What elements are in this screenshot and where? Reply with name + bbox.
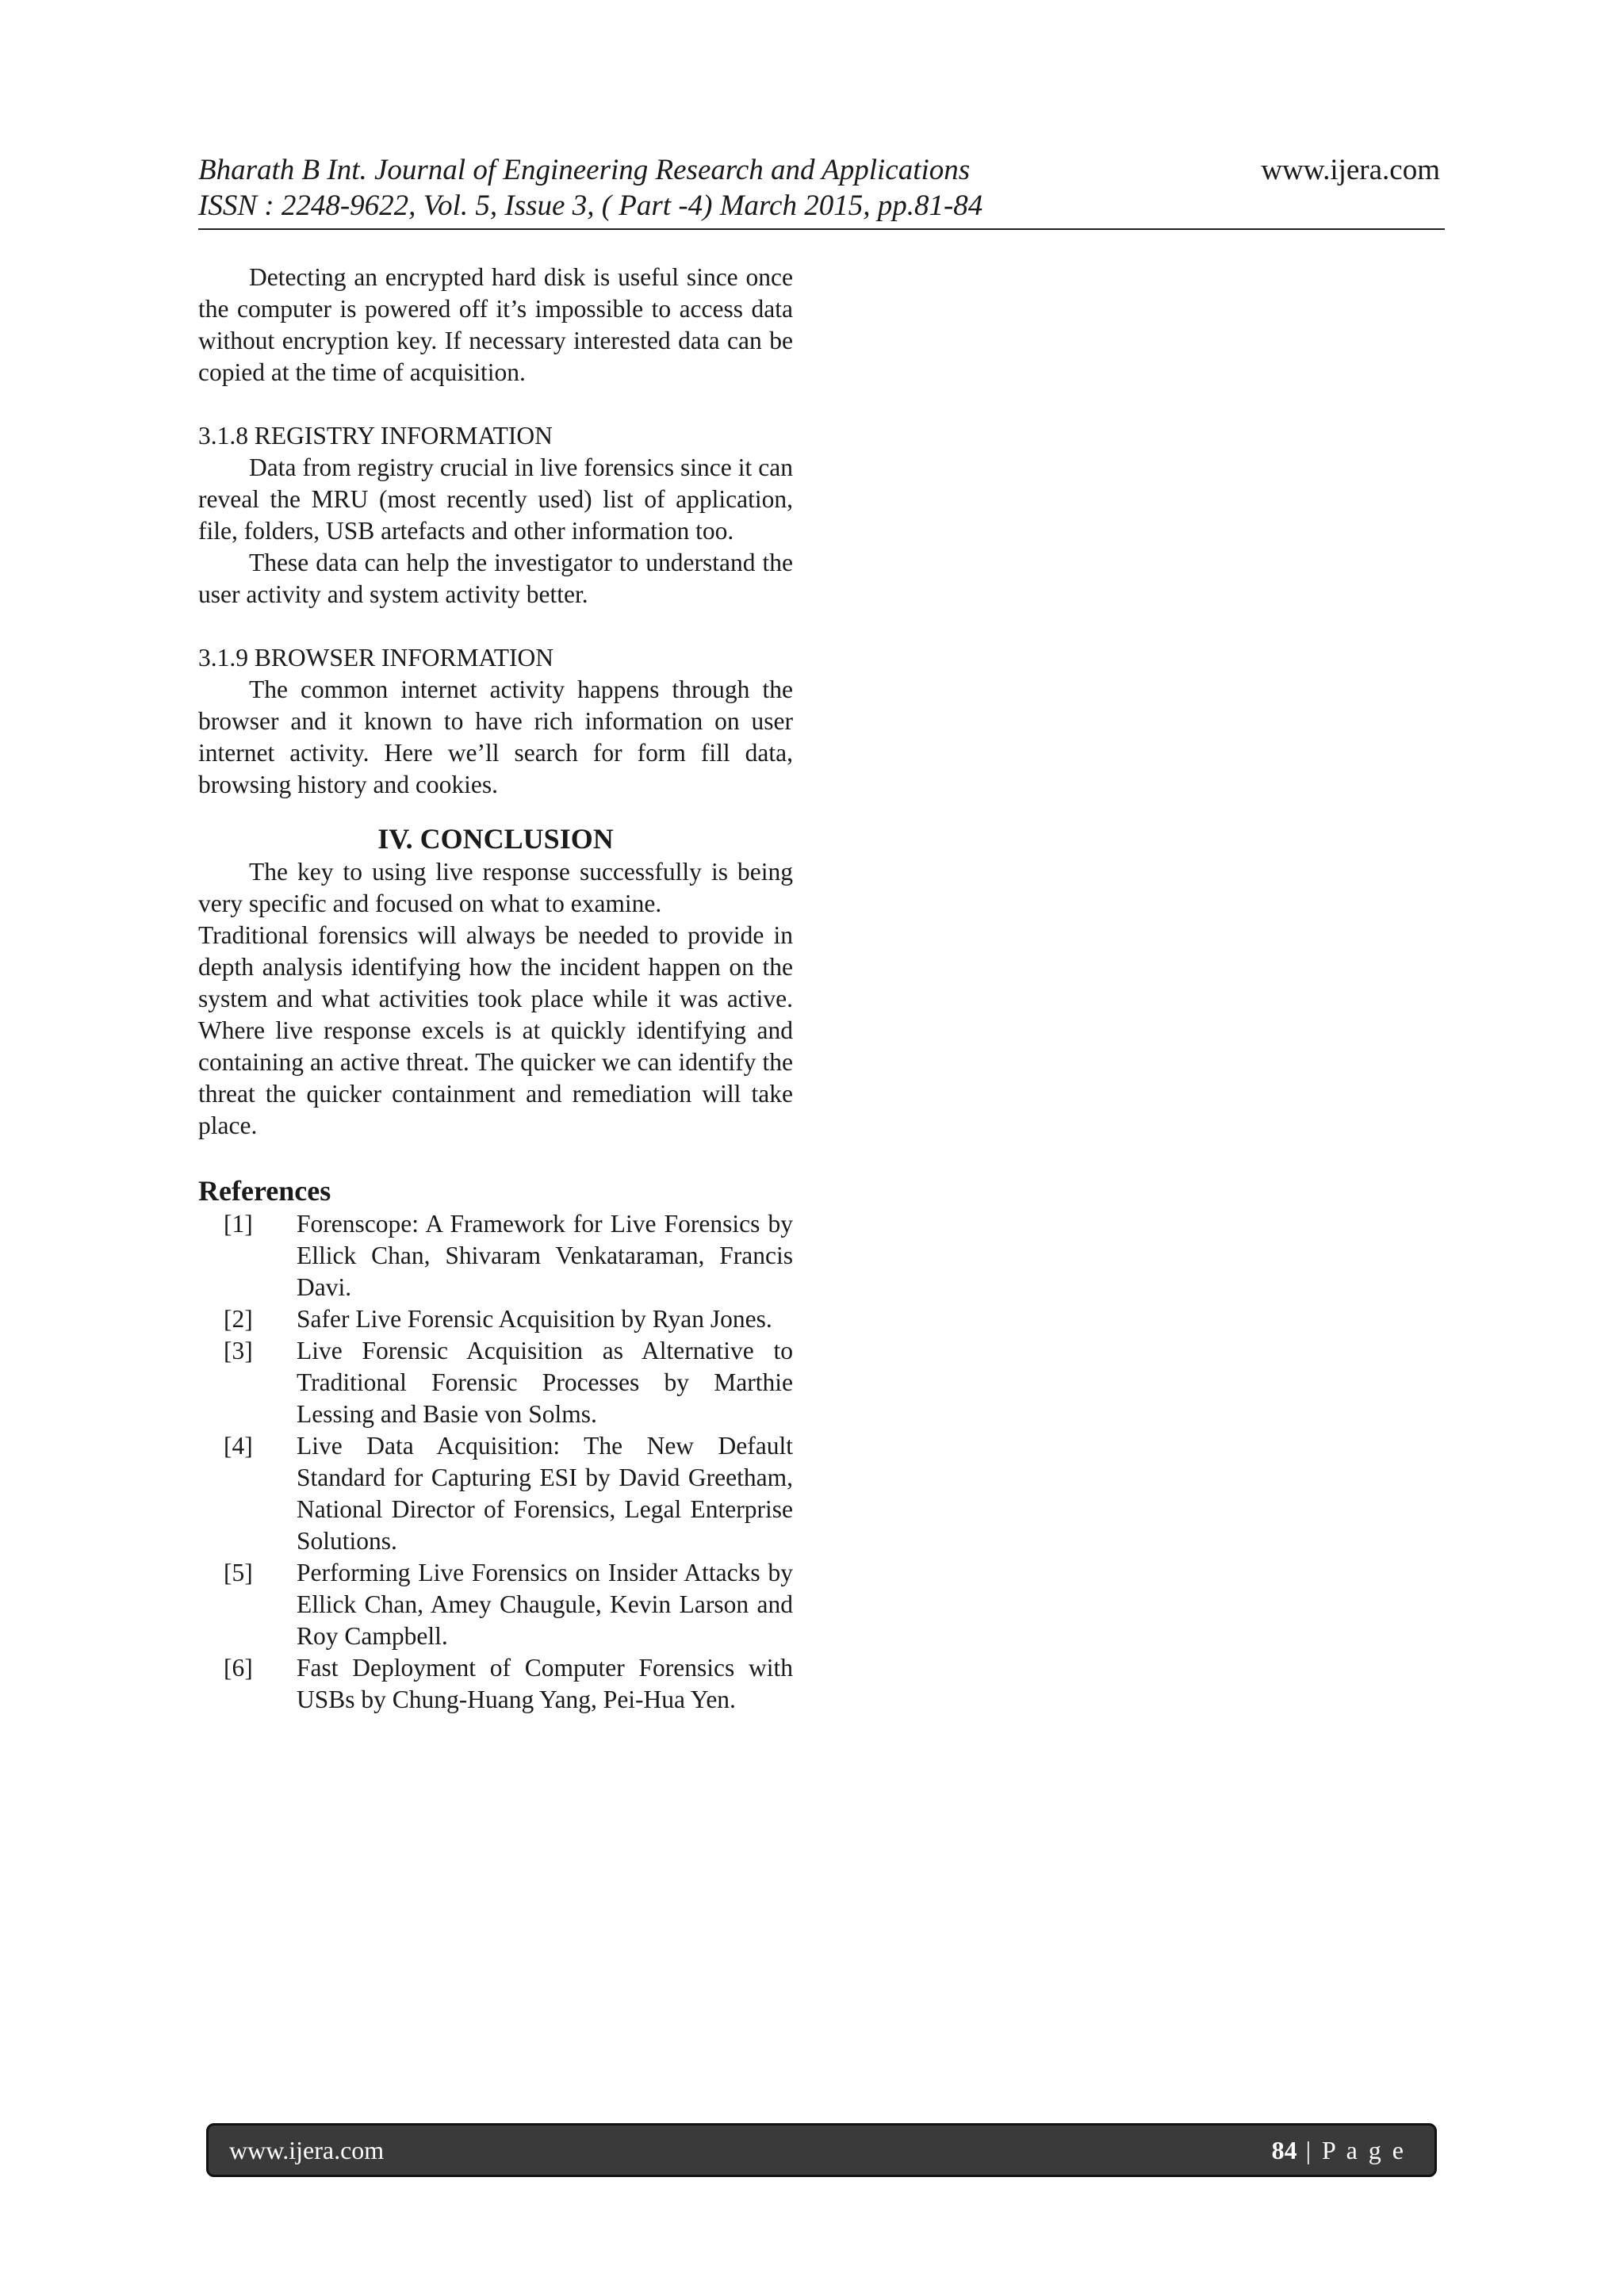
conclusion-paragraph-1: The key to using live response successfully is being very specific and focused on what to examine.	[198, 858, 793, 917]
reference-item	[198, 1652, 793, 1716]
registry-paragraph-1: Data from registry crucial in live forensics since it can reveal the MRU (most recently used) list of application, file, folders, USB artefacts and other information too.	[198, 453, 793, 545]
spacer	[198, 1142, 793, 1173]
issn-line: ISSN : 2248-9622, Vol. 5, Issue 3, ( Part -4) March 2015, pp.81-84	[198, 189, 983, 222]
reference-text: Performing Live Forensics on Insider Attacks by Ellick Chan, Amey Chaugule, Kevin Larson and Roy Campbell.	[297, 1559, 793, 1650]
page-label: | P a g e	[1305, 2136, 1406, 2164]
reference-number: [5]	[224, 1559, 253, 1586]
spacer	[198, 610, 793, 642]
reference-number: [1]	[224, 1210, 253, 1238]
references-title: References	[198, 1175, 331, 1207]
journal-title: Bharath B Int. Journal of Engineering Research and Applications	[198, 154, 971, 186]
reference-number: [6]	[224, 1654, 253, 1682]
footer-website-link[interactable]: www.ijera.com	[229, 2136, 385, 2164]
registry-heading: 3.1.8 REGISTRY INFORMATION	[198, 422, 553, 450]
reference-text: Live Forensic Acquisition as Alternative to Traditional Forensic Processes by Marthie Lessing and Basie von Solms.	[297, 1337, 793, 1428]
reference-text: Fast Deployment of Computer Forensics with USBs by Chung-Huang Yang, Pei-Hua Yen.	[297, 1654, 793, 1713]
reference-text: Live Data Acquisition: The New Default Standard for Capturing ESI by David Greetham, National Director of Forensics, Legal Enterprise Solutions.	[297, 1432, 793, 1555]
reference-text: Safer Live Forensic Acquisition by Ryan Jones.	[297, 1305, 772, 1333]
header-website-link[interactable]: www.ijera.com	[1261, 154, 1440, 186]
browser-paragraph: The common internet activity happens through the browser and it known to have rich information on user internet activity. Here we’ll search for form fill data, browsing history and cookies.	[198, 675, 793, 798]
page-footer	[206, 2123, 1437, 2177]
spacer	[198, 388, 793, 420]
registry-paragraph-2: These data can help the investigator to understand the user activity and system activity better.	[198, 549, 793, 608]
conclusion-title: IV. CONCLUSION	[377, 823, 614, 855]
spacer	[198, 801, 793, 821]
reference-number: [2]	[224, 1305, 253, 1333]
reference-item	[198, 1430, 793, 1557]
reference-number: [3]	[224, 1337, 253, 1364]
page-header	[198, 152, 1443, 232]
browser-heading: 3.1.9 BROWSER INFORMATION	[198, 644, 554, 672]
intro-paragraph: Detecting an encrypted hard disk is useful since once the computer is powered off it’s impossible to access data without encryption key. If necessary interested data can be copied at the time of acquisition.	[198, 263, 793, 386]
conclusion-paragraph-2: Traditional forensics will always be needed to provide in depth analysis identifying how the incident happen on the system and what activities took place while it was active. Where live response excels is at quickly identifying and containing an active threat. The quicker we can identify the threat the quicker containment and remediation will take place.	[198, 921, 793, 1139]
left-column	[198, 262, 793, 1716]
reference-text: Forenscope: A Framework for Live Forensics by Ellick Chan, Shivaram Venkataraman, Francis Davi.	[297, 1210, 793, 1301]
reference-item	[198, 1303, 793, 1335]
reference-item	[198, 1335, 793, 1430]
reference-number: [4]	[224, 1432, 253, 1460]
page-number: 84	[1271, 2136, 1297, 2164]
reference-item	[198, 1208, 793, 1303]
header-divider	[198, 228, 1445, 230]
footer-page-indicator	[1272, 2126, 1406, 2175]
reference-item	[198, 1557, 793, 1652]
